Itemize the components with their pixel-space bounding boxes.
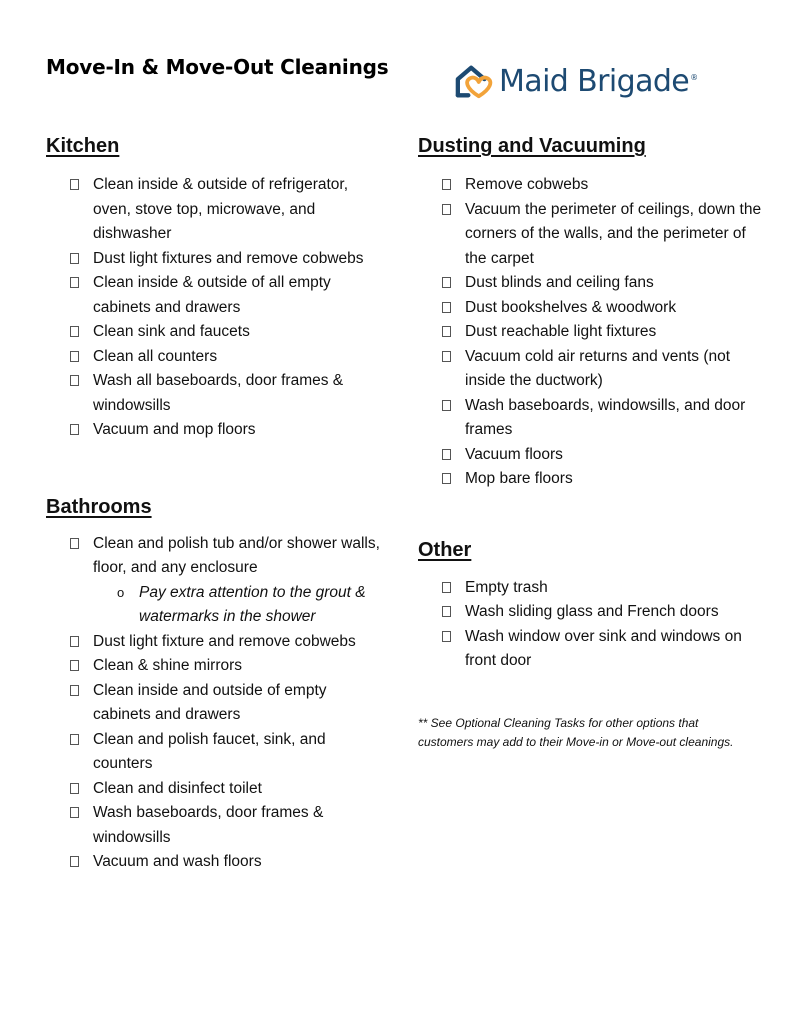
list-item bbox=[46, 728, 386, 777]
list-item-text: Wash sliding glass and French doors bbox=[465, 603, 719, 620]
bathrooms-checklist bbox=[46, 532, 386, 875]
checkbox-icon[interactable] bbox=[70, 375, 79, 386]
list-item bbox=[46, 801, 386, 850]
list-item bbox=[418, 443, 763, 468]
checkbox-icon[interactable] bbox=[70, 783, 79, 794]
checkbox-icon[interactable] bbox=[70, 807, 79, 818]
list-item bbox=[418, 296, 763, 321]
checkbox-icon[interactable] bbox=[442, 631, 451, 642]
list-item-text: Wash all baseboards, door frames & windowsills bbox=[93, 372, 344, 414]
kitchen-section bbox=[46, 134, 386, 443]
list-item bbox=[46, 850, 386, 875]
checkbox-icon[interactable] bbox=[70, 660, 79, 671]
list-item-text: Wash baseboards, door frames & windowsills bbox=[93, 804, 324, 846]
list-item-text: Dust bookshelves & woodwork bbox=[465, 298, 677, 316]
kitchen-heading: Kitchen bbox=[46, 135, 120, 157]
checkbox-icon[interactable] bbox=[442, 606, 451, 617]
checkbox-icon[interactable] bbox=[70, 538, 79, 549]
checkbox-icon[interactable] bbox=[442, 277, 451, 288]
list-item bbox=[46, 345, 386, 370]
list-item bbox=[418, 600, 763, 625]
registered-mark: ® bbox=[690, 73, 698, 82]
house-heart-logo-icon bbox=[455, 63, 493, 101]
sub-list-item-text: Pay extra attention to the grout & watermarks in the shower bbox=[139, 583, 366, 625]
checkbox-icon[interactable] bbox=[70, 351, 79, 362]
list-item bbox=[46, 369, 386, 418]
kitchen-checklist bbox=[46, 173, 386, 443]
sub-list-item bbox=[93, 581, 386, 630]
dusting-checklist bbox=[418, 173, 763, 492]
list-item-text: Dust light fixtures and remove cobwebs bbox=[93, 249, 364, 267]
list-item-text: Remove cobwebs bbox=[465, 176, 589, 193]
bathrooms-sublist bbox=[93, 581, 386, 630]
right-column bbox=[418, 134, 763, 674]
list-item bbox=[46, 532, 386, 630]
list-item bbox=[46, 654, 386, 679]
checkbox-icon[interactable] bbox=[442, 400, 451, 411]
other-heading: Other bbox=[418, 538, 472, 561]
list-item bbox=[418, 576, 763, 601]
list-item-text: Vacuum the perimeter of ceilings, down the corners of the walls, and the perimeter of the carpet bbox=[465, 200, 762, 267]
list-item-text: Vacuum and mop floors bbox=[93, 421, 256, 438]
maid-brigade-logo bbox=[455, 60, 698, 104]
checkbox-icon[interactable] bbox=[70, 253, 79, 264]
logo-text-maid: Maid bbox=[499, 64, 569, 99]
checkbox-icon[interactable] bbox=[70, 856, 79, 867]
list-item bbox=[46, 777, 386, 802]
checkbox-icon[interactable] bbox=[442, 179, 451, 190]
list-item bbox=[418, 198, 763, 272]
other-checklist bbox=[418, 576, 763, 674]
checkbox-icon[interactable] bbox=[442, 204, 451, 215]
checkbox-icon[interactable] bbox=[70, 685, 79, 696]
checkbox-icon[interactable] bbox=[442, 302, 451, 313]
left-column bbox=[46, 134, 386, 875]
list-item bbox=[418, 320, 763, 345]
bathrooms-section bbox=[46, 495, 386, 875]
list-item bbox=[418, 345, 763, 394]
dusting-heading: Dusting and Vacuuming bbox=[418, 135, 646, 157]
list-item bbox=[418, 173, 763, 198]
list-item-text: Vacuum cold air returns and vents (not inside the ductwork) bbox=[465, 347, 731, 389]
list-item bbox=[46, 320, 386, 345]
list-item-text: Dust reachable light fixtures bbox=[465, 323, 657, 340]
checkbox-icon[interactable] bbox=[70, 636, 79, 647]
checkbox-icon[interactable] bbox=[442, 351, 451, 362]
list-item bbox=[46, 247, 386, 272]
checkbox-icon[interactable] bbox=[442, 326, 451, 337]
list-item bbox=[418, 625, 763, 674]
logo-text-brigade: Brigade bbox=[568, 64, 690, 99]
list-item bbox=[46, 173, 386, 247]
page-title: Move-In & Move-Out Cleanings bbox=[46, 55, 389, 79]
list-item-text: Clean inside & outside of refrigerator, oven, stove top, microwave, and dishwasher bbox=[93, 176, 349, 242]
list-item-text: Empty trash bbox=[465, 578, 548, 596]
list-item bbox=[46, 271, 386, 320]
checkbox-icon[interactable] bbox=[70, 424, 79, 435]
list-item-text: Clean sink and faucets bbox=[93, 323, 250, 340]
other-section bbox=[418, 538, 763, 674]
list-item bbox=[418, 394, 763, 443]
list-item-text: Clean all counters bbox=[93, 347, 218, 365]
list-item-text: Clean inside & outside of all empty cabinets and drawers bbox=[93, 274, 331, 316]
list-item-text: Clean inside and outside of empty cabinets and drawers bbox=[93, 681, 327, 723]
list-item-text: Clean & shine mirrors bbox=[93, 657, 243, 674]
checkbox-icon[interactable] bbox=[70, 277, 79, 288]
list-item-text: Mop bare floors bbox=[465, 470, 573, 487]
logo-wordmark bbox=[499, 64, 698, 99]
checkbox-icon[interactable] bbox=[70, 734, 79, 745]
checkbox-icon[interactable] bbox=[442, 473, 451, 484]
list-item bbox=[46, 679, 386, 728]
checkbox-icon[interactable] bbox=[442, 449, 451, 460]
list-item bbox=[46, 418, 386, 443]
list-item bbox=[46, 630, 386, 655]
dusting-section bbox=[418, 134, 763, 492]
list-item-text: Vacuum floors bbox=[465, 445, 563, 463]
list-item-text: Clean and polish tub and/or shower walls, floor, and any enclosure bbox=[93, 534, 380, 576]
hollow-bullet-icon: o bbox=[117, 584, 125, 600]
list-item-text: Clean and disinfect toilet bbox=[93, 779, 262, 797]
list-item bbox=[418, 271, 763, 296]
bathrooms-heading: Bathrooms bbox=[46, 495, 152, 518]
list-item-text: Vacuum and wash floors bbox=[93, 853, 262, 870]
list-item-text: Dust blinds and ceiling fans bbox=[465, 274, 654, 291]
list-item-text: Clean and polish faucet, sink, and counters bbox=[93, 730, 326, 772]
optional-tasks-footnote: ** See Optional Cleaning Tasks for other options that customers may add to their Move-in or Move-out cleanings. bbox=[418, 716, 734, 749]
list-item-text: Wash baseboards, windowsills, and door frames bbox=[465, 396, 746, 438]
list-item bbox=[418, 467, 763, 492]
checkbox-icon[interactable] bbox=[70, 179, 79, 190]
checkbox-icon[interactable] bbox=[70, 326, 79, 337]
list-item-text: Dust light fixture and remove cobwebs bbox=[93, 632, 356, 650]
list-item-text: Wash window over sink and windows on front door bbox=[465, 627, 742, 669]
checkbox-icon[interactable] bbox=[442, 582, 451, 593]
